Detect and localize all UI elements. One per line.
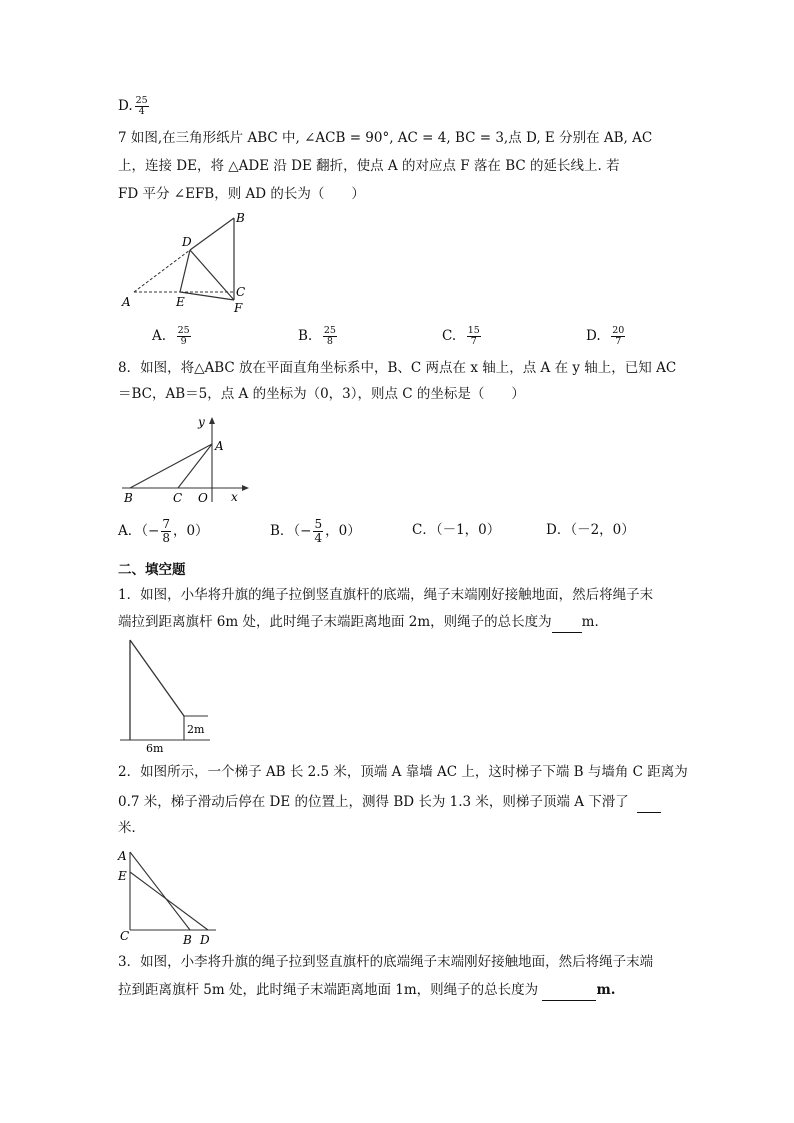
q8-option-a[interactable]: A．（− $\frac{7}{8}$ ，0）: [118, 517, 209, 545]
f2-label-c: C: [120, 929, 130, 943]
q7-text-line2: 上，连接 DE，将 △ADE 沿 DE 翻折，使点 A 的对应点 F 落在 BC 的延长线上. 若: [118, 158, 620, 174]
q7-option-c[interactable]: C. $\frac{15}{7}$: [442, 325, 480, 347]
f2-text-line1: 2．如图所示，一个梯子 AB 长 2.5 米，顶端 A 靠墙 AC 上，这时梯子下端 B 与墙角 C 距离为: [118, 764, 688, 780]
q8-x-axis-arrow: [242, 485, 249, 491]
q7-text-line3: FD 平分 ∠EFB，则 AD 的长为（ ）: [118, 186, 365, 202]
f1-answer-blank[interactable]: [552, 612, 582, 633]
q8-segment-ac: [178, 444, 212, 488]
q8-label-y: y: [198, 415, 205, 429]
q7-label-a: A: [122, 295, 131, 309]
f1-rope: [130, 640, 184, 716]
q7-segment-db: [190, 218, 234, 250]
f3-text-line1: 3．如图，小李将升旗的绳子拉到竖直旗杆的底端绳子末端刚好接触地面，然后将绳子末端: [118, 954, 654, 970]
q8-label-a: A: [215, 439, 224, 453]
q7-label-d: D: [182, 235, 192, 249]
f2-label-b: B: [183, 933, 192, 946]
q8-text-line2: ＝BC，AB＝5，点 A 的坐标为（0，3），则点 C 的坐标是（ ）: [118, 386, 525, 402]
q7-triangle-figure: [118, 208, 258, 320]
f2-label-e: E: [118, 869, 127, 883]
f3-text-line2: 拉到距离旗杆 5m 处，此时绳子末端距离地面 1m，则绳子的总长度为 m.: [118, 980, 615, 1001]
q8-label-x: x: [231, 490, 238, 504]
q7-option-b[interactable]: B. $\frac{25}{8}$: [298, 325, 336, 347]
f2-text-line2: 0.7 米，梯子滑动后停在 DE 的位置上，测得 BD 长为 1.3 米，则梯子顶端 A 下滑了: [118, 792, 661, 813]
q7-label-f: F: [234, 301, 243, 315]
q8-text-line1: 8．如图，将△ABC 放在平面直角坐标系中，B、C 两点在 x 轴上，点 A 在 y 轴上，已知 AC: [118, 360, 677, 376]
f2-answer-blank[interactable]: [637, 792, 661, 813]
q7-segment-ef: [180, 292, 234, 300]
q8-coordinate-figure: [118, 410, 258, 506]
q8-label-b: B: [124, 491, 133, 505]
f2-ladder-figure: [114, 842, 224, 946]
q7-option-a[interactable]: A. $\frac{25}{9}$: [152, 325, 190, 347]
q7-label-c: C: [236, 285, 246, 299]
q7-label-e: E: [176, 295, 185, 309]
q8-segment-ab: [130, 444, 212, 488]
q8-option-b[interactable]: B．（− $\frac{5}{4}$ ，0）: [270, 517, 361, 545]
f1-text-line2: 端拉到距离旗杆 6m 处，此时绳子末端距离地面 2m，则绳子的总长度为 m．: [118, 612, 608, 633]
q8-option-c[interactable]: C．（－1，0）: [412, 522, 501, 538]
q8-label-o: O: [198, 491, 208, 505]
section-fill-in-title: 二、填空题: [118, 562, 186, 578]
q8-y-axis-arrow: [209, 417, 215, 424]
f2-ladder-ab: [130, 852, 190, 930]
f1-label-6m: 6m: [146, 742, 164, 755]
q8-option-d[interactable]: D．（－2，0）: [546, 522, 635, 538]
f2-label-a: A: [118, 849, 127, 863]
f1-flagpole-figure: [118, 636, 218, 756]
q7-segment-de: [180, 250, 190, 292]
f1-text-line1: 1．如图，小华将升旗的绳子拉倒竖直旗杆的底端，绳子末端刚好接触地面，然后将绳子末: [118, 587, 654, 603]
f3-answer-blank[interactable]: [542, 980, 596, 1001]
f1-label-2m: 2m: [187, 723, 205, 736]
q7-label-b: B: [236, 211, 245, 225]
q6-option-d-fraction: $\frac{25}{4}$: [135, 95, 148, 117]
q6-option-d[interactable]: D. $\frac{25}{4}$: [118, 95, 148, 117]
q7-option-d[interactable]: D. $\frac{20}{7}$: [586, 325, 625, 347]
q8-label-c: C: [173, 491, 183, 505]
q7-text-line1: 7 如图,在三角形纸片 ABC 中, ∠ACB = 90°, AC = 4, BC = 3,点 D, E 分别在 AB, AC: [118, 130, 653, 146]
f2-ladder-ed: [130, 872, 208, 930]
f2-label-d: D: [200, 933, 210, 946]
f2-text-line3: 米．: [118, 820, 145, 836]
